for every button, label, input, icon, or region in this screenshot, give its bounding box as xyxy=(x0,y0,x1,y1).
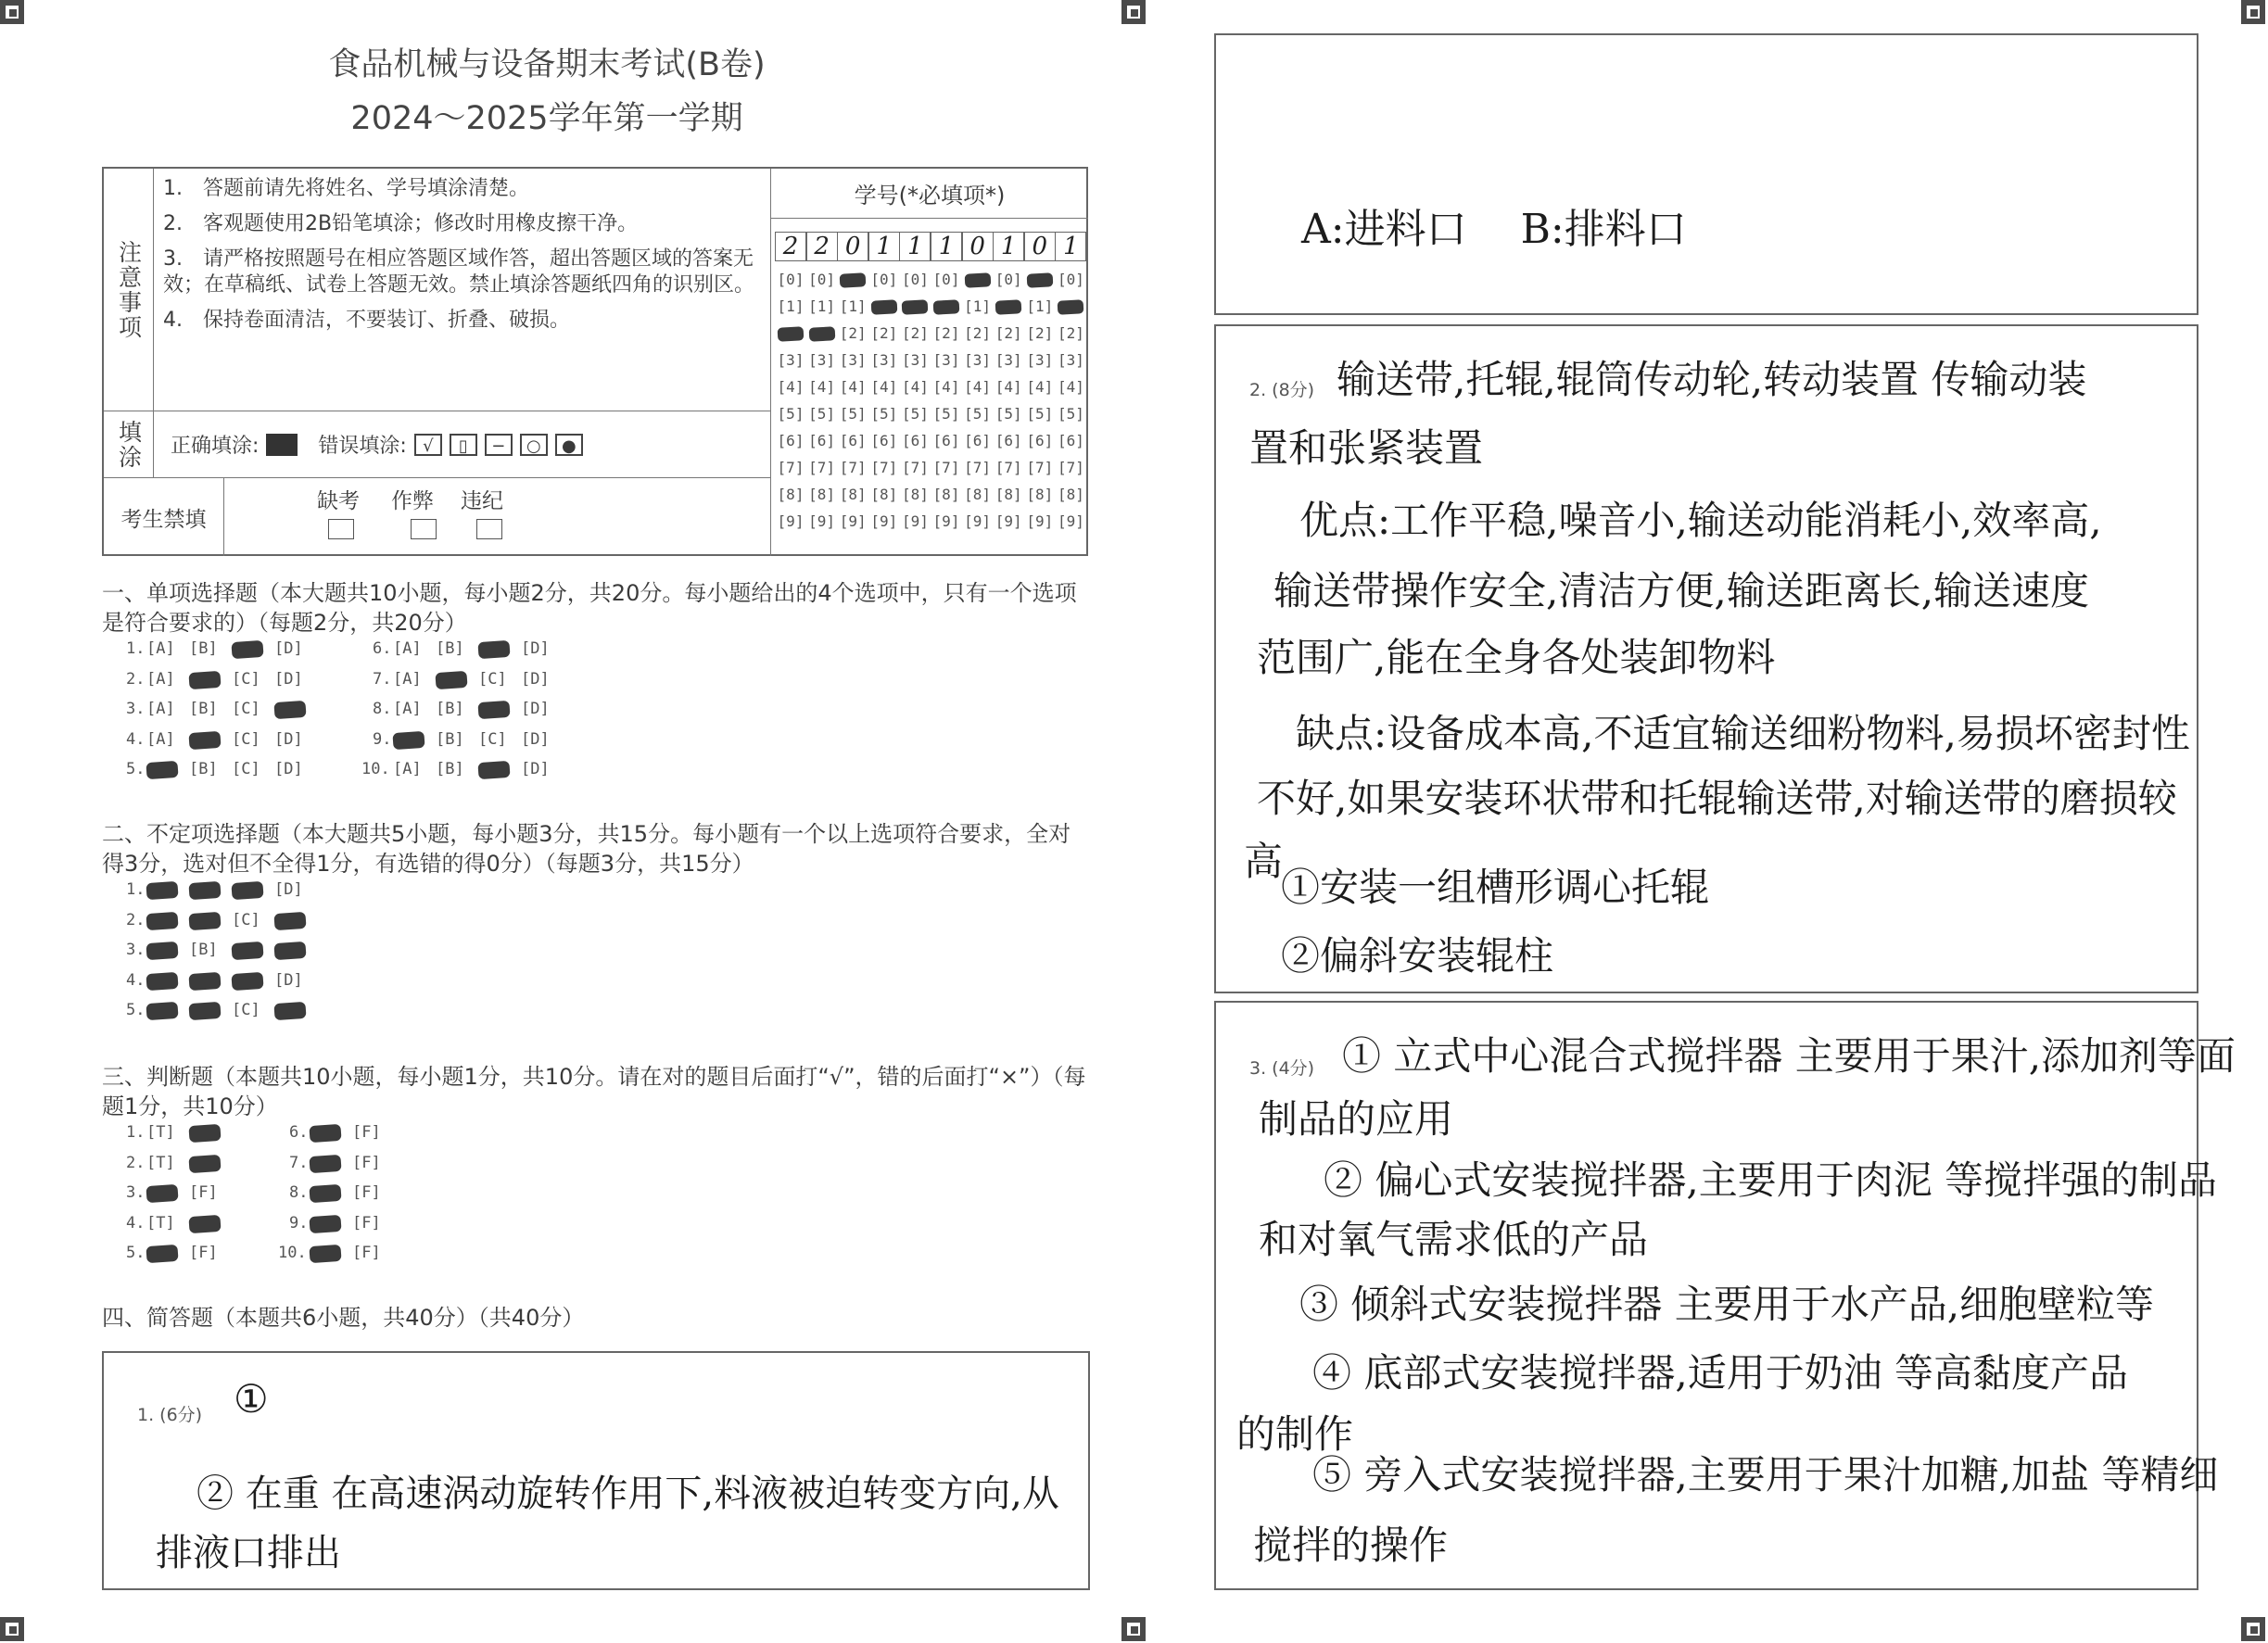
student-id-bubble[interactable]: [7] xyxy=(870,459,898,476)
student-id-bubble[interactable]: [0] xyxy=(901,271,929,288)
question-number: 2. xyxy=(126,669,146,689)
correct-fill-label: 正确填涂: xyxy=(171,435,260,458)
question-number: 6. xyxy=(289,1123,309,1142)
option-bubble[interactable]: [D] xyxy=(274,669,303,689)
student-id-bubble[interactable]: [9] xyxy=(964,512,992,530)
student-id-bubble[interactable]: [3] xyxy=(901,351,929,369)
student-id-bubble[interactable]: [8] xyxy=(932,486,960,503)
filled-bubble[interactable] xyxy=(188,1124,221,1143)
student-id-bubble[interactable]: [6] xyxy=(839,432,867,449)
section-single-choice: 一、单项选择题（本大题共10小题，每小题2分，共20分。每小题给出的4个选项中，只有一个选项是符合要求的）（每题2分，共20分） xyxy=(102,580,1077,636)
filled-bubble[interactable] xyxy=(146,1184,178,1203)
handwritten-line: 缺点:设备成本高,不适宜输送细粉物料,易损坏密封性 xyxy=(1296,711,2190,756)
student-id-bubble[interactable]: [2] xyxy=(1026,324,1054,342)
student-id-bubble[interactable]: [7] xyxy=(1026,459,1054,476)
handwritten-line: ②偏斜安装辊柱 xyxy=(1281,933,1554,979)
question-number: 4. xyxy=(126,729,146,749)
filled-bubble[interactable] xyxy=(392,730,424,749)
filled-bubble[interactable] xyxy=(188,1154,221,1172)
filled-bubble[interactable] xyxy=(146,942,178,960)
option-bubble[interactable]: [D] xyxy=(274,880,303,899)
student-id-bubble[interactable]: [7] xyxy=(839,459,867,476)
student-id-bubble[interactable]: [4] xyxy=(839,378,867,396)
notice-item: 3. 请严格按照题号在相应答题区域作答，超出答题区域的答案无效；在草稿纸、试卷上答题无效。禁止填涂答题纸四角的识别区。 xyxy=(163,247,755,297)
student-id-bubble[interactable]: [4] xyxy=(995,378,1022,396)
student-id-bubble[interactable]: [6] xyxy=(1057,432,1084,449)
filled-bubble[interactable] xyxy=(146,971,178,990)
student-id-bubble[interactable]: [9] xyxy=(1026,512,1054,530)
filled-bubble[interactable] xyxy=(273,911,306,929)
student-id-bubble[interactable]: [1] xyxy=(964,297,992,315)
question-number: 5. xyxy=(126,760,146,778)
filled-bubble[interactable] xyxy=(188,971,221,990)
student-id-bubble[interactable]: [0] xyxy=(1057,271,1084,288)
handwritten-line: 制品的应用 xyxy=(1259,1096,1454,1142)
filled-bubble[interactable] xyxy=(188,1214,221,1232)
student-id-bubble[interactable]: [5] xyxy=(1026,405,1054,423)
student-id-bubble[interactable] xyxy=(962,271,994,288)
student-id-digit-box[interactable]: 1 xyxy=(899,232,931,261)
option-bubble[interactable]: [F] xyxy=(189,1183,218,1202)
student-id-bubble[interactable]: [5] xyxy=(870,405,898,423)
student-id-bubble[interactable]: [3] xyxy=(1026,351,1054,369)
student-id-bubble[interactable]: [2] xyxy=(964,324,992,342)
wrong-mark-check: √ xyxy=(414,434,442,456)
question-number: 5. xyxy=(126,1001,146,1019)
student-id-bubble[interactable]: [8] xyxy=(901,486,929,503)
registration-mark xyxy=(0,0,24,24)
handwritten-line: 不好,如果安装环状带和托辊输送带,对输送带的磨损较 xyxy=(1257,776,2177,821)
student-id-bubble[interactable]: [7] xyxy=(901,459,929,476)
option-bubble[interactable]: [D] xyxy=(521,639,550,658)
filled-bubble[interactable] xyxy=(309,1214,341,1232)
handwritten-line: ① xyxy=(234,1376,269,1422)
student-id-bubble[interactable]: [2] xyxy=(901,324,929,342)
student-id-bubble[interactable] xyxy=(806,324,838,342)
filled-bubble[interactable] xyxy=(309,1184,341,1203)
student-id-bubble[interactable]: [4] xyxy=(777,378,805,396)
student-id-digit-box[interactable]: 1 xyxy=(1055,232,1086,261)
question-number: 10. xyxy=(278,1244,307,1262)
question-label: 1. (6分) xyxy=(137,1405,203,1425)
student-id-bubble[interactable]: [5] xyxy=(964,405,992,423)
question-label: 2. (8分) xyxy=(1249,380,1315,400)
student-id-digit-box[interactable]: 0 xyxy=(962,232,994,261)
option-bubble[interactable]: [C] xyxy=(232,669,260,689)
student-id-bubble[interactable]: [1] xyxy=(839,297,867,315)
student-id-bubble[interactable] xyxy=(868,297,900,315)
student-id-bubble[interactable]: [2] xyxy=(995,324,1022,342)
student-id-bubble[interactable]: [6] xyxy=(808,432,836,449)
question-number: 7. xyxy=(289,1153,309,1172)
student-id-bubble[interactable]: [6] xyxy=(777,432,805,449)
handwritten-line: 输送带操作安全,清洁方便,输送距离长,输送速度 xyxy=(1273,568,2090,613)
fill-example xyxy=(154,411,771,478)
section-short-answer: 四、简答题（本题共6小题，共40分）（共40分） xyxy=(102,1305,585,1331)
student-id-bubble[interactable] xyxy=(1055,297,1086,315)
handwritten-line: A:进料口 B:排料口 xyxy=(1301,206,1687,253)
handwritten-line: ⑤ 旁入式安装搅拌器,主要用于果汁加糖,加盐 等精细 xyxy=(1312,1452,2219,1498)
question-number: 4. xyxy=(126,1213,146,1232)
option-bubble[interactable]: [C] xyxy=(232,910,260,929)
handwritten-line: ①安装一组槽形调心托辊 xyxy=(1281,865,1710,910)
student-id-bubble[interactable] xyxy=(837,271,868,288)
answer-box-top[interactable] xyxy=(1214,33,2198,315)
option-bubble[interactable]: [A] xyxy=(393,639,422,658)
question-number: 5. xyxy=(126,1244,146,1262)
option-bubble[interactable]: [B] xyxy=(436,639,464,658)
option-bubble[interactable]: [A] xyxy=(393,760,422,778)
filled-bubble[interactable] xyxy=(435,670,467,689)
option-bubble[interactable]: [C] xyxy=(232,760,260,778)
student-id-bubble[interactable]: [1] xyxy=(777,297,805,315)
student-id-bubble[interactable]: [7] xyxy=(932,459,960,476)
student-id-bubble[interactable]: [5] xyxy=(777,405,805,423)
option-bubble[interactable]: [T] xyxy=(146,1123,175,1142)
ban-label: 考生禁填 xyxy=(104,478,224,556)
student-id-digit-box[interactable]: 1 xyxy=(993,232,1024,261)
student-id-header: 学号(*必填项*) xyxy=(771,169,1088,219)
handwritten-line: 和对氧气需求低的产品 xyxy=(1259,1217,1649,1262)
student-id-bubble[interactable]: [4] xyxy=(808,378,836,396)
question-number: 4. xyxy=(126,970,146,990)
notice-item: 1. 答题前请先将姓名、学号填涂清楚。 xyxy=(163,177,529,200)
handwritten-line: 搅拌的操作 xyxy=(1253,1523,1449,1568)
option-bubble[interactable]: [A] xyxy=(146,669,175,689)
student-id-bubble[interactable]: [0] xyxy=(808,271,836,288)
student-id-bubble[interactable]: [7] xyxy=(1057,459,1084,476)
student-id-bubble[interactable]: [5] xyxy=(1057,405,1084,423)
ban-absent: 缺考 xyxy=(317,489,360,513)
option-bubble[interactable]: [D] xyxy=(521,760,550,778)
option-bubble[interactable]: [D] xyxy=(521,700,550,718)
student-id-bubble[interactable] xyxy=(775,324,806,342)
section-true-false: 三、判断题（本题共10小题，每小题1分，共10分。请在对的题目后面打“√”，错的后面打“×”）（每题1分，共10分） xyxy=(102,1064,1086,1119)
exam-title: 食品机械与设备期末考试(B卷) xyxy=(328,46,766,83)
student-id-bubble[interactable]: [3] xyxy=(995,351,1022,369)
question-number: 8. xyxy=(373,700,392,718)
option-bubble[interactable]: [B] xyxy=(189,760,218,778)
info-table xyxy=(102,167,1088,556)
student-id-digit-box[interactable]: 0 xyxy=(837,232,868,261)
filled-bubble[interactable] xyxy=(146,1245,178,1263)
student-id-bubble[interactable]: [1] xyxy=(1026,297,1054,315)
wrong-mark-dash: − xyxy=(485,434,513,456)
handwritten-line: ② 偏心式安装搅拌器,主要用于肉泥 等搅拌强的制品 xyxy=(1324,1157,2218,1203)
student-id-bubble[interactable]: [3] xyxy=(964,351,992,369)
registration-mark xyxy=(2241,1617,2265,1641)
filled-bubble[interactable] xyxy=(231,881,263,900)
question-number: 9. xyxy=(289,1213,309,1232)
student-id-bubble[interactable]: [0] xyxy=(932,271,960,288)
registration-mark xyxy=(2241,0,2265,24)
student-id-bubble[interactable]: [6] xyxy=(901,432,929,449)
filled-bubble[interactable] xyxy=(188,670,221,689)
handwritten-line: 输送带,托辊,辊筒传动轮,转动装置 传输动装 xyxy=(1337,357,2087,402)
option-bubble[interactable]: [D] xyxy=(274,729,303,749)
student-id-bubble[interactable]: [8] xyxy=(808,486,836,503)
option-bubble[interactable]: [D] xyxy=(521,729,550,749)
answer-box-q3[interactable] xyxy=(1214,1001,2236,1590)
student-id-bubble[interactable]: [9] xyxy=(932,512,960,530)
ban-cheat-checkbox[interactable] xyxy=(411,519,437,539)
section-multi-choice: 二、不定项选择题（本大题共5小题，每小题3分，共15分。每小题有一个以上选项符合要求，全对得3分，选对但不全得1分，有选错的得0分）（每题3分，共15分） xyxy=(102,821,1071,877)
question-number: 3. xyxy=(126,941,146,959)
student-id-bubble[interactable]: [5] xyxy=(995,405,1022,423)
notice-item: 2. 客观题使用2B铅笔填涂；修改时用橡皮擦干净。 xyxy=(163,212,639,235)
student-id-bubble[interactable]: [5] xyxy=(901,405,929,423)
filled-bubble[interactable] xyxy=(477,640,510,659)
answer-box-q2[interactable] xyxy=(1214,324,2198,993)
filled-bubble[interactable] xyxy=(273,701,306,719)
handwritten-line: 范围广,能在全身各处装卸物料 xyxy=(1257,635,1776,680)
student-id-bubble[interactable]: [7] xyxy=(964,459,992,476)
question-number: 1. xyxy=(126,880,146,899)
option-bubble[interactable]: [B] xyxy=(189,639,218,658)
wrong-mark-circle: ○ xyxy=(520,434,548,456)
option-bubble[interactable]: [C] xyxy=(232,700,260,718)
student-id-bubble[interactable]: [5] xyxy=(932,405,960,423)
student-id-bubble[interactable]: [2] xyxy=(839,324,867,342)
ban-violation: 违纪 xyxy=(461,489,503,513)
true-false-answers xyxy=(102,1123,473,1271)
option-bubble[interactable]: [A] xyxy=(146,700,175,718)
student-id-bubble[interactable]: [3] xyxy=(870,351,898,369)
question-label: 3. (4分) xyxy=(1249,1058,1315,1079)
option-bubble[interactable]: [F] xyxy=(352,1123,381,1142)
student-id-bubble[interactable]: [6] xyxy=(1026,432,1054,449)
option-bubble[interactable]: [F] xyxy=(352,1153,381,1172)
answer-box-q1[interactable] xyxy=(102,1351,1090,1590)
question-number: 8. xyxy=(289,1183,309,1202)
option-bubble[interactable]: [F] xyxy=(352,1183,381,1202)
notice-label: 注意事项 xyxy=(104,169,154,411)
student-id-bubble[interactable]: [7] xyxy=(777,459,805,476)
student-id-bubble[interactable]: [3] xyxy=(1057,351,1084,369)
ban-cheat: 作弊 xyxy=(391,489,434,513)
student-id-bubble[interactable]: [2] xyxy=(1057,324,1084,342)
student-id-bubble[interactable]: [3] xyxy=(839,351,867,369)
student-id-bubble[interactable] xyxy=(993,297,1024,315)
student-id-digits xyxy=(771,232,1086,261)
option-bubble[interactable]: [F] xyxy=(189,1244,218,1262)
student-id-bubble[interactable]: [0] xyxy=(870,271,898,288)
student-id-bubble[interactable]: [9] xyxy=(808,512,836,530)
option-bubble[interactable]: [B] xyxy=(436,729,464,749)
student-id-bubble[interactable]: [3] xyxy=(932,351,960,369)
student-id-bubble[interactable]: [9] xyxy=(839,512,867,530)
option-bubble[interactable]: [C] xyxy=(478,669,507,689)
wrong-mark-dot: ● xyxy=(555,434,583,456)
student-id-digit-box[interactable]: 2 xyxy=(775,232,806,261)
registration-mark xyxy=(0,1617,24,1641)
option-bubble[interactable]: [A] xyxy=(146,639,175,658)
question-number: 6. xyxy=(373,639,392,658)
question-number: 2. xyxy=(126,1153,146,1172)
student-id-bubble[interactable]: [4] xyxy=(870,378,898,396)
option-bubble[interactable]: [D] xyxy=(521,669,550,689)
student-id-bubble[interactable]: [8] xyxy=(870,486,898,503)
filled-bubble[interactable] xyxy=(309,1124,341,1143)
registration-mark xyxy=(1121,1617,1146,1641)
student-id-digit-box[interactable]: 1 xyxy=(868,232,900,261)
option-bubble[interactable]: [B] xyxy=(189,941,218,959)
handwritten-line: 的制作 xyxy=(1236,1411,1354,1457)
student-id-bubble[interactable]: [9] xyxy=(1057,512,1084,530)
wrong-fill-label: 错误填涂: xyxy=(318,435,407,458)
student-id-digit-box[interactable]: 2 xyxy=(806,232,838,261)
filled-bubble[interactable] xyxy=(188,1002,221,1020)
student-id-bubble[interactable]: [8] xyxy=(1026,486,1054,503)
student-id-bubble[interactable]: [4] xyxy=(1057,378,1084,396)
question-number: 2. xyxy=(126,910,146,929)
question-number: 1. xyxy=(126,1123,146,1142)
option-bubble[interactable]: [C] xyxy=(232,1001,260,1019)
option-bubble[interactable]: [T] xyxy=(146,1153,175,1172)
question-number: 3. xyxy=(126,1183,146,1202)
question-number: 3. xyxy=(126,700,146,718)
notice-item: 4. 保持卷面清洁，不要装订、折叠、破损。 xyxy=(163,309,570,332)
student-id-bubble[interactable]: [9] xyxy=(870,512,898,530)
correct-fill-swatch xyxy=(266,434,298,456)
multi-choice-answers xyxy=(102,880,473,1029)
option-bubble[interactable]: [F] xyxy=(352,1244,381,1262)
filled-bubble[interactable] xyxy=(309,1154,341,1172)
handwritten-line: 排液口排出 xyxy=(156,1532,341,1574)
student-id-bubble[interactable]: [4] xyxy=(932,378,960,396)
student-id-bubble[interactable]: [8] xyxy=(964,486,992,503)
filled-bubble[interactable] xyxy=(231,971,263,990)
student-id-bubble[interactable]: [8] xyxy=(995,486,1022,503)
option-bubble[interactable]: [T] xyxy=(146,1213,175,1232)
fill-label: 填涂 xyxy=(104,411,154,478)
option-bubble[interactable]: [D] xyxy=(274,970,303,990)
option-bubble[interactable]: [A] xyxy=(146,729,175,749)
filled-bubble[interactable] xyxy=(188,911,221,929)
student-id-bubble[interactable]: [3] xyxy=(777,351,805,369)
question-number: 9. xyxy=(373,729,392,749)
question-number: 1. xyxy=(126,639,146,658)
option-bubble[interactable]: [A] xyxy=(393,669,422,689)
filled-bubble[interactable] xyxy=(188,881,221,900)
filled-bubble[interactable] xyxy=(146,761,178,779)
registration-mark xyxy=(1121,0,1146,24)
exam-term: 2024～2025学年第一学期 xyxy=(350,100,743,137)
option-bubble[interactable]: [B] xyxy=(436,760,464,778)
student-id-bubble[interactable]: [8] xyxy=(777,486,805,503)
student-id-bubble[interactable]: [3] xyxy=(808,351,836,369)
handwritten-line: ② 在重 在高速涡动旋转作用下,料液被迫转变方向,从 xyxy=(196,1472,1059,1515)
handwritten-line: 优点:工作平稳,噪音小,输送动能消耗小,效率高, xyxy=(1299,498,2102,543)
handwritten-line: 高 xyxy=(1244,839,1284,884)
student-id-bubble[interactable] xyxy=(931,297,962,315)
student-id-bubble[interactable]: [5] xyxy=(839,405,867,423)
handwritten-line: ④ 底部式安装搅拌器,适用于奶油 等高黏度产品 xyxy=(1312,1350,2129,1396)
student-id-bubble[interactable]: [0] xyxy=(995,271,1022,288)
option-bubble[interactable]: [A] xyxy=(393,700,422,718)
student-id-bubble[interactable]: [4] xyxy=(964,378,992,396)
option-bubble[interactable]: [B] xyxy=(436,700,464,718)
option-bubble[interactable]: [C] xyxy=(232,729,260,749)
student-id-bubble[interactable]: [2] xyxy=(870,324,898,342)
question-number: 7. xyxy=(373,669,392,689)
filled-bubble[interactable] xyxy=(146,881,178,900)
ban-violation-checkbox[interactable] xyxy=(476,519,502,539)
option-bubble[interactable]: [C] xyxy=(478,729,507,749)
filled-bubble[interactable] xyxy=(188,730,221,749)
filled-bubble[interactable] xyxy=(477,701,510,719)
handwritten-line: ① 立式中心混合式搅拌器 主要用于果汁,添加剂等面 xyxy=(1342,1033,2236,1079)
student-id-bubble[interactable]: [4] xyxy=(1026,378,1054,396)
student-id-bubble[interactable]: [0] xyxy=(777,271,805,288)
filled-bubble[interactable] xyxy=(273,1002,306,1020)
single-choice-answers xyxy=(102,639,658,788)
filled-bubble[interactable] xyxy=(231,942,263,960)
wrong-mark-bar: ▯ xyxy=(450,434,477,456)
student-id-bubble[interactable]: [8] xyxy=(839,486,867,503)
filled-bubble[interactable] xyxy=(231,640,263,659)
student-id-bubble[interactable]: [9] xyxy=(901,512,929,530)
option-bubble[interactable]: [D] xyxy=(274,639,303,658)
student-id-bubble[interactable]: [8] xyxy=(1057,486,1084,503)
filled-bubble[interactable] xyxy=(309,1245,341,1263)
student-id-bubble[interactable]: [6] xyxy=(995,432,1022,449)
student-id-bubble[interactable]: [2] xyxy=(932,324,960,342)
student-id-bubble[interactable] xyxy=(1024,271,1056,288)
student-id-bubble[interactable]: [1] xyxy=(808,297,836,315)
student-id-bubble[interactable]: [7] xyxy=(808,459,836,476)
student-id-digit-box[interactable]: 1 xyxy=(931,232,962,261)
student-id-bubble[interactable] xyxy=(899,297,931,315)
student-id-bubbles xyxy=(771,271,1086,549)
student-id-bubble[interactable]: [6] xyxy=(932,432,960,449)
student-id-digit-box[interactable]: 0 xyxy=(1024,232,1056,261)
filled-bubble[interactable] xyxy=(146,911,178,929)
option-bubble[interactable]: [F] xyxy=(352,1213,381,1232)
option-bubble[interactable]: [D] xyxy=(274,760,303,778)
student-id-bubble[interactable]: [9] xyxy=(995,512,1022,530)
filled-bubble[interactable] xyxy=(146,1002,178,1020)
ban-options xyxy=(224,478,771,556)
student-id-bubble[interactable]: [5] xyxy=(808,405,836,423)
handwritten-line: ③ 倾斜式安装搅拌器 主要用于水产品,细胞壁粒等 xyxy=(1299,1282,2155,1327)
notice-list xyxy=(154,169,771,411)
student-id-bubble[interactable]: [9] xyxy=(777,512,805,530)
handwritten-line: 置和张紧装置 xyxy=(1249,425,1484,471)
question-number: 10. xyxy=(361,760,390,778)
filled-bubble[interactable] xyxy=(477,761,510,779)
student-id-bubble[interactable]: [4] xyxy=(901,378,929,396)
student-id-bubble[interactable]: [7] xyxy=(995,459,1022,476)
filled-bubble[interactable] xyxy=(273,942,306,960)
ban-absent-checkbox[interactable] xyxy=(328,519,354,539)
student-id-bubble[interactable]: [6] xyxy=(964,432,992,449)
option-bubble[interactable]: [B] xyxy=(189,700,218,718)
student-id-bubble[interactable]: [6] xyxy=(870,432,898,449)
